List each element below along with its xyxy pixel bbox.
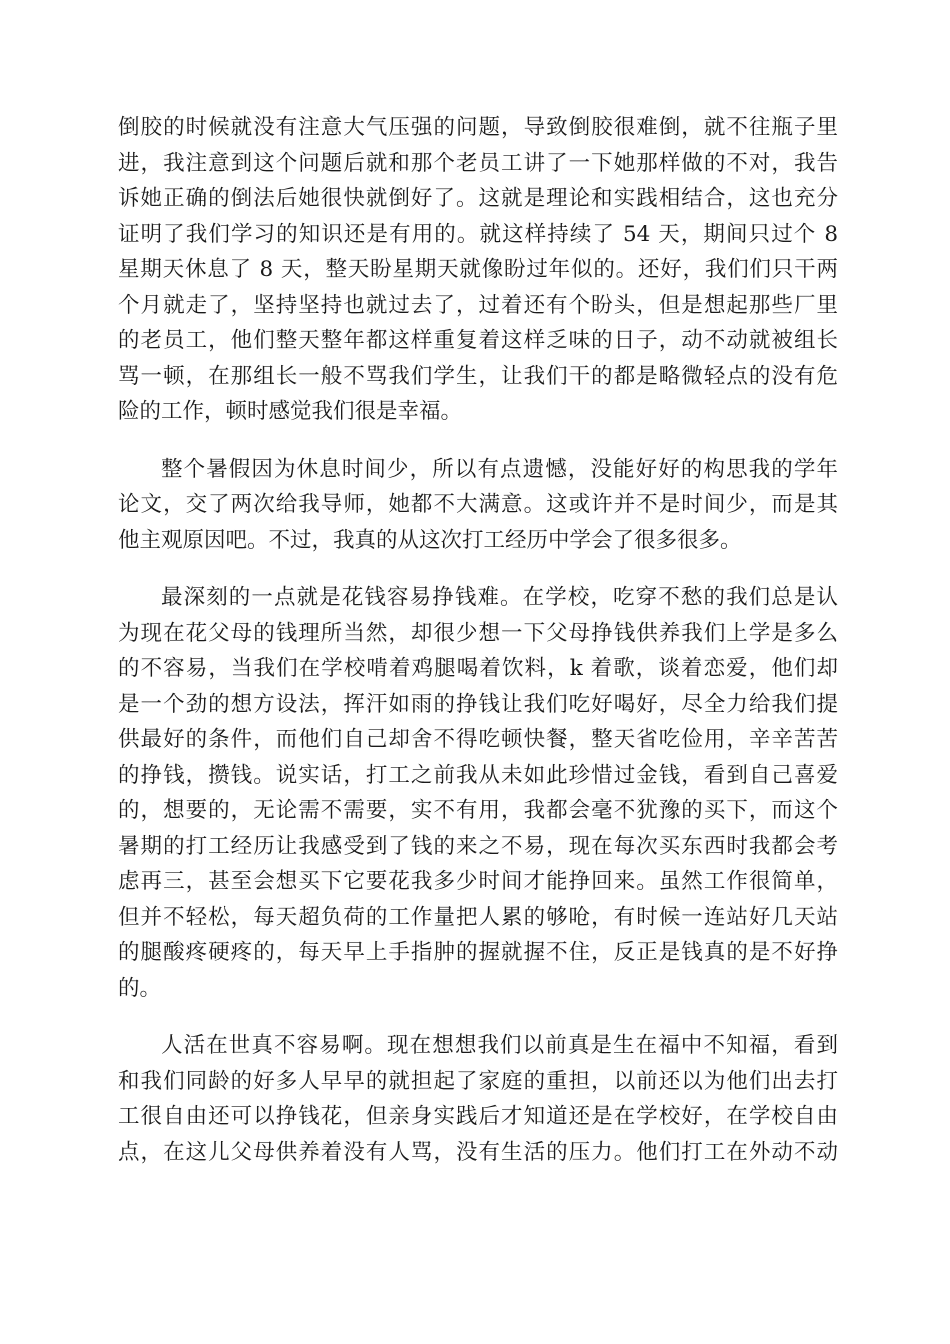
paragraph-3 bbox=[118, 580, 838, 1006]
text-line: 人活在世真不容易啊。现在想想我们以前真是生在福中不知福，看到 bbox=[161, 1033, 838, 1058]
text-line: 虑再三，甚至会想买下它要花我多少时间才能挣回来。虽然工作很简单， bbox=[118, 869, 838, 894]
text-line: 是一个劲的想方设法，挥汗如雨的挣钱让我们吃好喝好，尽全力给我们提 bbox=[118, 691, 838, 717]
text-line: 险的工作，顿时感觉我们很是幸福。 bbox=[118, 399, 463, 424]
text-line: 证明了我们学习的知识还是有用的。就这样持续了 54 天，期间只过个 8 bbox=[118, 221, 838, 247]
paragraph-4 bbox=[118, 1028, 838, 1170]
paragraph-1 bbox=[118, 110, 838, 430]
text-line: 的不容易，当我们在学校啃着鸡腿喝着饮料，k 着歌，谈着恋爱，他们却 bbox=[118, 656, 838, 681]
text-line: 和我们同龄的好多人早早的就担起了家庭的重担，以前还以为他们出去打 bbox=[118, 1068, 838, 1094]
text-line: 诉她正确的倒法后她很快就倒好了。这就是理论和实践相结合，这也充分 bbox=[118, 186, 838, 211]
text-line: 点，在这儿父母供养着没有人骂，没有生活的压力。他们打工在外动不动 bbox=[118, 1139, 838, 1165]
text-line: 的腿酸疼硬疼的，每天早上手指肿的握就握不住，反正是钱真的是不好挣 bbox=[118, 940, 838, 965]
text-line: 供最好的条件，而他们自己却舍不得吃顿快餐，整天省吃俭用，辛辛苦苦 bbox=[118, 727, 838, 752]
text-line: 的。 bbox=[118, 975, 162, 1001]
text-line: 工很自由还可以挣钱花，但亲身实践后才知道还是在学校好，在学校自由 bbox=[118, 1104, 838, 1129]
text-line: 的挣钱，攒钱。说实话，打工之前我从未如此珍惜过金钱，看到自己喜爱 bbox=[118, 762, 838, 788]
text-line: 但并不轻松，每天超负荷的工作量把人累的够呛，有时候一连站好几天站 bbox=[118, 904, 838, 930]
text-line: 为现在花父母的钱理所当然，却很少想一下父母挣钱供养我们上学是多么 bbox=[118, 620, 838, 646]
text-line: 个月就走了，坚持坚持也就过去了，过着还有个盼头，但是想起那些厂里 bbox=[118, 292, 838, 318]
text-line: 最深刻的一点就是花钱容易挣钱难。在学校，吃穿不愁的我们总是认 bbox=[161, 585, 838, 610]
text-line: 星期天休息了 8 天，整天盼星期天就像盼过年似的。还好，我们们只干两 bbox=[118, 257, 838, 282]
body-text bbox=[118, 110, 838, 1192]
text-line: 骂一顿，在那组长一般不骂我们学生，让我们干的都是略微轻点的没有危 bbox=[118, 363, 838, 389]
text-line: 论文，交了两次给我导师，她都不大满意。这或许并不是时间少，而是其 bbox=[118, 492, 838, 517]
text-line: 的，想要的，无论需不需要，实不有用，我都会毫不犹豫的买下，而这个 bbox=[118, 798, 838, 823]
paragraph-2 bbox=[118, 452, 838, 559]
text-line: 倒胶的时候就没有注意大气压强的问题，导致倒胶很难倒，就不往瓶子里 bbox=[118, 115, 838, 140]
text-line: 他主观原因吧。不过，我真的从这次打工经历中学会了很多很多。 bbox=[118, 527, 742, 553]
text-line: 暑期的打工经历让我感受到了钱的来之不易，现在每次买东西时我都会考 bbox=[118, 833, 838, 859]
text-line: 整个暑假因为休息时间少，所以有点遗憾，没能好好的构思我的学年 bbox=[161, 456, 838, 482]
text-line: 的老员工，他们整天整年都这样重复着这样乏味的日子，动不动就被组长 bbox=[118, 328, 838, 353]
text-line: 进，我注意到这个问题后就和那个老员工讲了一下她那样做的不对，我告 bbox=[118, 150, 838, 176]
